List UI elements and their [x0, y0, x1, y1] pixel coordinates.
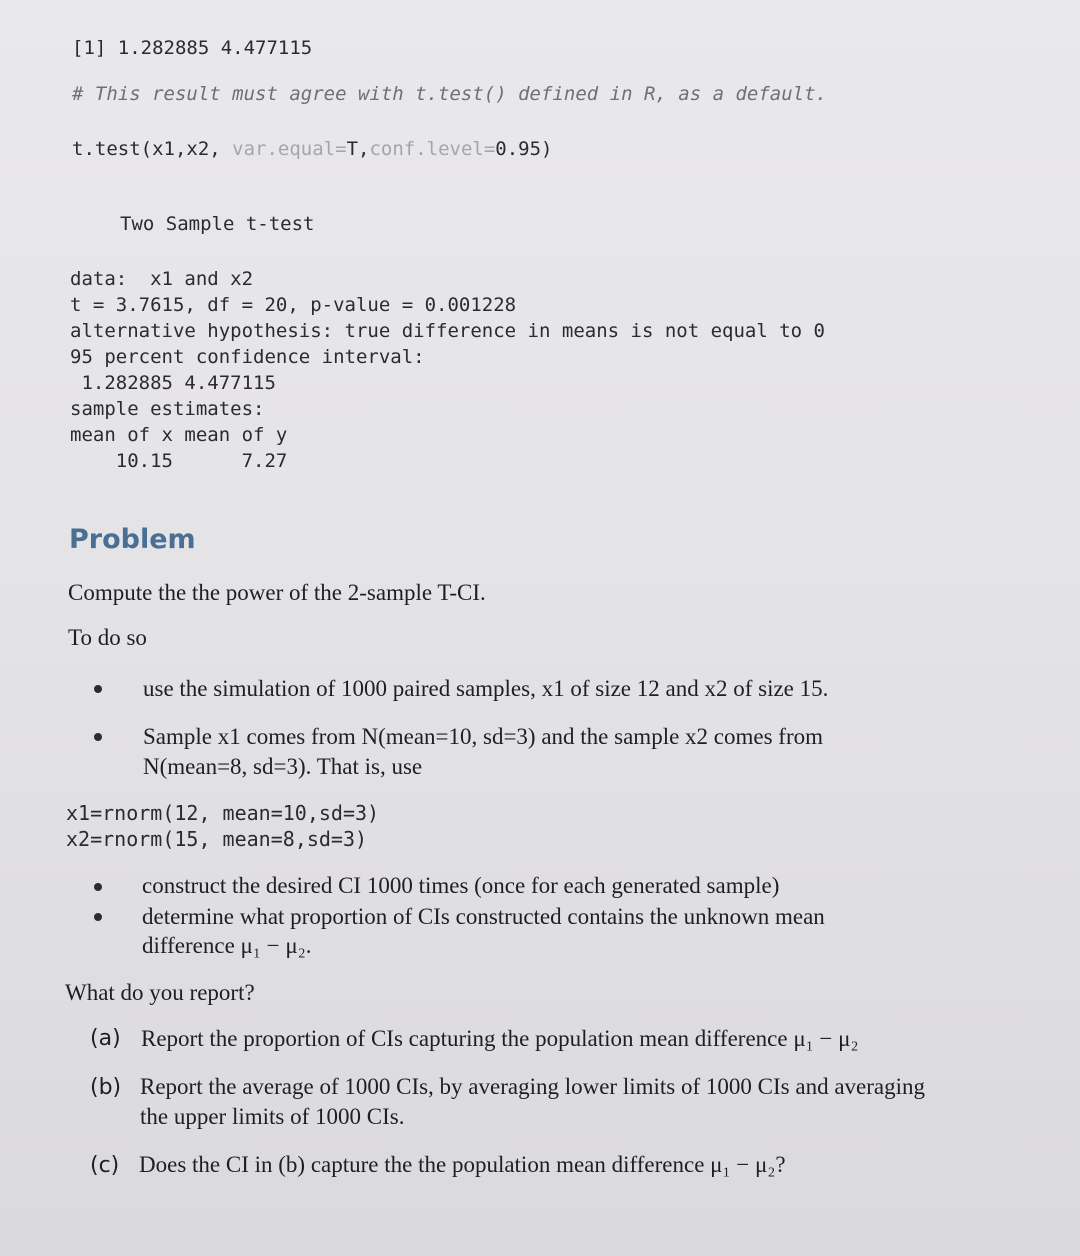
bullet-2-line-1: Sample x1 comes from N(mean=10, sd=3) and the sample x2 comes from	[143, 724, 824, 749]
bullet-dot	[94, 733, 102, 741]
bullet-4-line-1: determine what proportion of CIs constructed contains the unknown mean	[142, 904, 825, 929]
result-est-values: 10.15 7.27	[70, 450, 288, 472]
part-b-label: (b)	[90, 1075, 122, 1100]
result-title: Two Sample t-test	[120, 213, 315, 235]
param-conf-level: conf.level	[369, 138, 484, 160]
part-c-text: Does the CI in (b) capture the the population mean difference μ₁ − μ₂?	[139, 1152, 786, 1177]
report-question: What do you report?	[65, 980, 255, 1005]
part-a-label: (a)	[90, 1026, 121, 1051]
result-ci-values: 1.282885 4.477115	[70, 372, 276, 394]
param-eq: =	[483, 138, 496, 160]
part-a-text: Report the proportion of CIs capturing the population mean difference μ₁ − μ₂	[141, 1026, 859, 1051]
param-conf-level-value: 0.95)	[495, 138, 553, 160]
bullet-dot	[94, 883, 102, 891]
code-x1: x1=rnorm(12, mean=10,sd=3)	[66, 801, 380, 825]
result-stat-line: t = 3.7615, df = 20, p-value = 0.001228	[70, 294, 517, 316]
part-b-line-1: Report the average of 1000 CIs, by averaging lower limits of 1000 CIs and averaging	[140, 1074, 925, 1099]
ci-print-line: [1] 1.282885 4.477115	[72, 37, 313, 59]
problem-heading: Problem	[69, 524, 196, 555]
result-data-line: data: x1 and x2	[70, 268, 254, 290]
bullet-1-text: use the simulation of 1000 paired samples, x1 of size 12 and x2 of size 15.	[143, 676, 829, 701]
problem-todo: To do so	[68, 625, 147, 650]
code-x2: x2=rnorm(15, mean=8,sd=3)	[66, 827, 368, 851]
result-est-names: mean of x mean of y	[70, 424, 288, 446]
param-var-equal-value: T,	[346, 138, 370, 160]
part-c-label: (c)	[90, 1153, 120, 1178]
result-est-header: sample estimates:	[70, 398, 265, 420]
param-var-equal: var.equal	[232, 138, 336, 160]
param-eq: =	[335, 138, 347, 160]
call-prefix: t.test(x1,x2,	[72, 138, 233, 160]
bullet-4-line-2: difference μ₁ − μ₂.	[142, 933, 312, 958]
bullet-3-text: construct the desired CI 1000 times (once for each generated sample)	[142, 873, 780, 898]
bullet-dot	[94, 685, 102, 693]
bullet-dot	[94, 913, 102, 921]
result-alt-line: alternative hypothesis: true difference in means is not equal to 0	[70, 320, 825, 342]
bullet-2-line-2: N(mean=8, sd=3). That is, use	[143, 754, 423, 779]
problem-intro: Compute the the power of the 2-sample T-CI.	[68, 580, 486, 605]
part-b-line-2: the upper limits of 1000 CIs.	[140, 1104, 405, 1129]
code-comment: # This result must agree with t.test() defined in R, as a default.	[72, 83, 827, 105]
result-ci-header: 95 percent confidence interval:	[70, 346, 425, 368]
t-test-call	[72, 136, 553, 162]
